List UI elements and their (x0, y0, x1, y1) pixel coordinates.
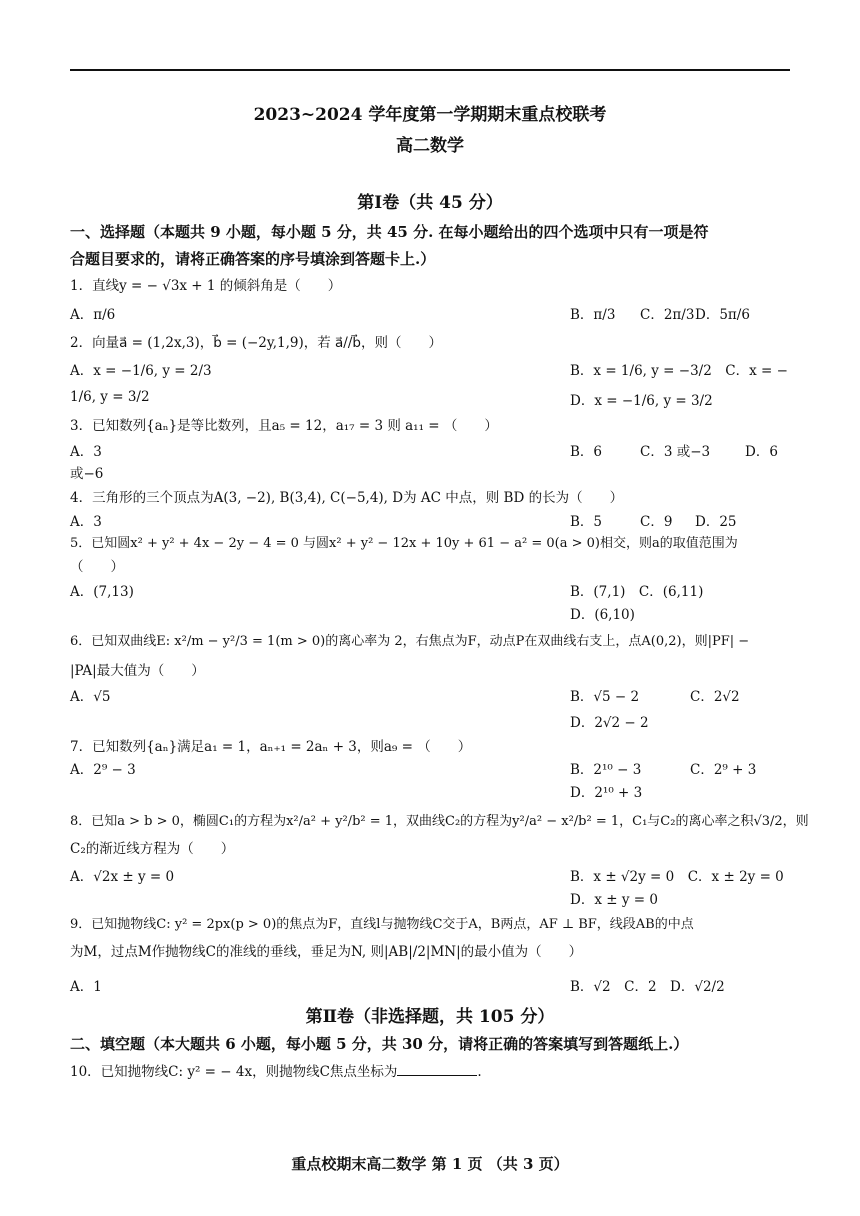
q3-option-d-cont: 或−6 (70, 466, 104, 482)
q6-option-b: B．√5 − 2 (570, 689, 640, 705)
q4-stem: 4．三角形的三个顶点为A(3, −2), B(3,4), C(−5,4), D为 AC 中点，则 BD 的长为（ ） (70, 490, 624, 506)
q4-option-a: A．3 (70, 514, 102, 530)
q3-option-d: D．6 (745, 444, 778, 460)
q9-stem-cont: 为M，过点M作抛物线C的准线的垂线，垂足为N, 则|AB|/2|MN|的最小值为（ ） (70, 944, 583, 960)
q5-stem: 5．已知圆x² + y² + 4x − 2y − 4 = 0 与圆x² + y² − 12x + 10y + 61 − a² = 0(a > 0)相交，则a的取值范围为 (70, 536, 738, 551)
q10-end: . (477, 1064, 482, 1080)
q1-option-b: B．π/3 (570, 307, 616, 323)
q4-option-b: B．5 (570, 514, 603, 530)
part1-heading: 第Ⅰ卷（共 45 分） (357, 193, 503, 213)
q2-option-a: A．x = −1/6, y = 2/3 (70, 363, 212, 379)
q6-option-d: D．2√2 − 2 (570, 715, 649, 731)
q3-option-a: A．3 (70, 444, 102, 460)
q8-stem-cont: C₂的渐近线方程为（ ） (70, 841, 235, 857)
q7-option-c: C．2⁹ + 3 (690, 762, 757, 778)
q9-option-a: A．1 (70, 979, 102, 995)
q2-option-bc: B．x = 1/6, y = −3/2 C．x = − (570, 363, 788, 379)
exam-subject: 高二数学 (396, 136, 464, 156)
q5-option-d: D．(6,10) (570, 607, 635, 623)
q10-line (70, 1060, 482, 1080)
q6-stem-cont: |PA|最大值为（ ） (70, 663, 205, 679)
q3-option-b: B．6 (570, 444, 603, 460)
q4-option-d: D．25 (695, 514, 737, 530)
q3-option-c: C．3 或−3 (640, 444, 711, 460)
exam-title: 2023~2024 学年度第一学期期末重点校联考 (253, 105, 607, 125)
q1-option-a: A．π/6 (70, 307, 116, 323)
q7-stem: 7．已知数列{aₙ}满足a₁ = 1，aₙ₊₁ = 2aₙ + 3，则a₉ = （ ） (70, 739, 472, 755)
q2-stem: 2．向量a⃗ = (1,2x,3)，b⃗ = (−2y,1,9)，若 a⃗//b⃗，则（ ） (70, 335, 442, 351)
q9-stem: 9．已知抛物线C: y² = 2px(p > 0)的焦点为F，直线l与抛物线C交于A，B两点，AF ⊥ BF，线段AB的中点 (70, 917, 694, 932)
q1-option-d: D．5π/6 (695, 307, 750, 323)
section1-line1: 一、选择题（本题共 9 小题，每小题 5 分，共 45 分. 在每小题给出的四个选项中只有一项是符 (70, 223, 709, 241)
q7-option-a: A．2⁹ − 3 (70, 762, 136, 778)
q7-option-d: D．2¹⁰ + 3 (570, 785, 643, 801)
q8-stem: 8．已知a > b > 0，椭圆C₁的方程为x²/a² + y²/b² = 1，双曲线C₂的方程为y²/a² − x²/b² = 1，C₁与C₂的离心率之积√3/2，则 (70, 814, 809, 829)
page-footer: 重点校期末高二数学 第 1 页 （共 3 页） (291, 1155, 569, 1173)
top-rule (70, 69, 790, 71)
q8-option-a: A．√2x ± y = 0 (70, 869, 175, 885)
q5-option-bc: B．(7,1) C．(6,11) (570, 584, 704, 600)
q5-stem-cont: （ ） (70, 559, 124, 575)
section1-line2: 合题目要求的，请将正确答案的序号填涂到答题卡上.） (70, 250, 436, 268)
q1-option-c: C．2π/3 (640, 307, 695, 323)
q8-option-d: D．x ± y = 0 (570, 892, 658, 908)
q5-option-a: A．(7,13) (70, 584, 134, 600)
q7-option-b: B．2¹⁰ − 3 (570, 762, 642, 778)
section2-line1: 二、填空题（本大题共 6 小题，每小题 5 分，共 30 分，请将正确的答案填写到答题纸上.） (70, 1035, 689, 1053)
q1-stem: 1．直线y = − √3x + 1 的倾斜角是（ ） (70, 278, 342, 294)
q4-option-c: C．9 (640, 514, 673, 530)
q6-option-c: C．2√2 (690, 689, 740, 705)
q2-option-d: D．x = −1/6, y = 3/2 (570, 393, 713, 409)
part2-heading: 第Ⅱ卷（非选择题，共 105 分） (305, 1007, 555, 1027)
q9-option-bcd: B．√2 C．2 D．√2/2 (570, 979, 725, 995)
q10-stem: 10．已知抛物线C: y² = − 4x，则抛物线C焦点坐标为 (70, 1064, 398, 1080)
q2-option-c-cont: 1/6, y = 3/2 (70, 389, 150, 405)
q6-stem: 6．已知双曲线E: x²/m − y²/3 = 1(m > 0)的离心率为 2，右焦点为F，动点P在双曲线右支上，点A(0,2)，则|PF| − (70, 634, 750, 649)
q6-option-a: A．√5 (70, 689, 111, 705)
q8-option-bc: B．x ± √2y = 0 C．x ± 2y = 0 (570, 869, 784, 885)
q3-stem: 3．已知数列{aₙ}是等比数列，且a₅ = 12，a₁₇ = 3 则 a₁₁ = （ ） (70, 418, 498, 434)
q10-answer-blank (397, 1063, 477, 1076)
